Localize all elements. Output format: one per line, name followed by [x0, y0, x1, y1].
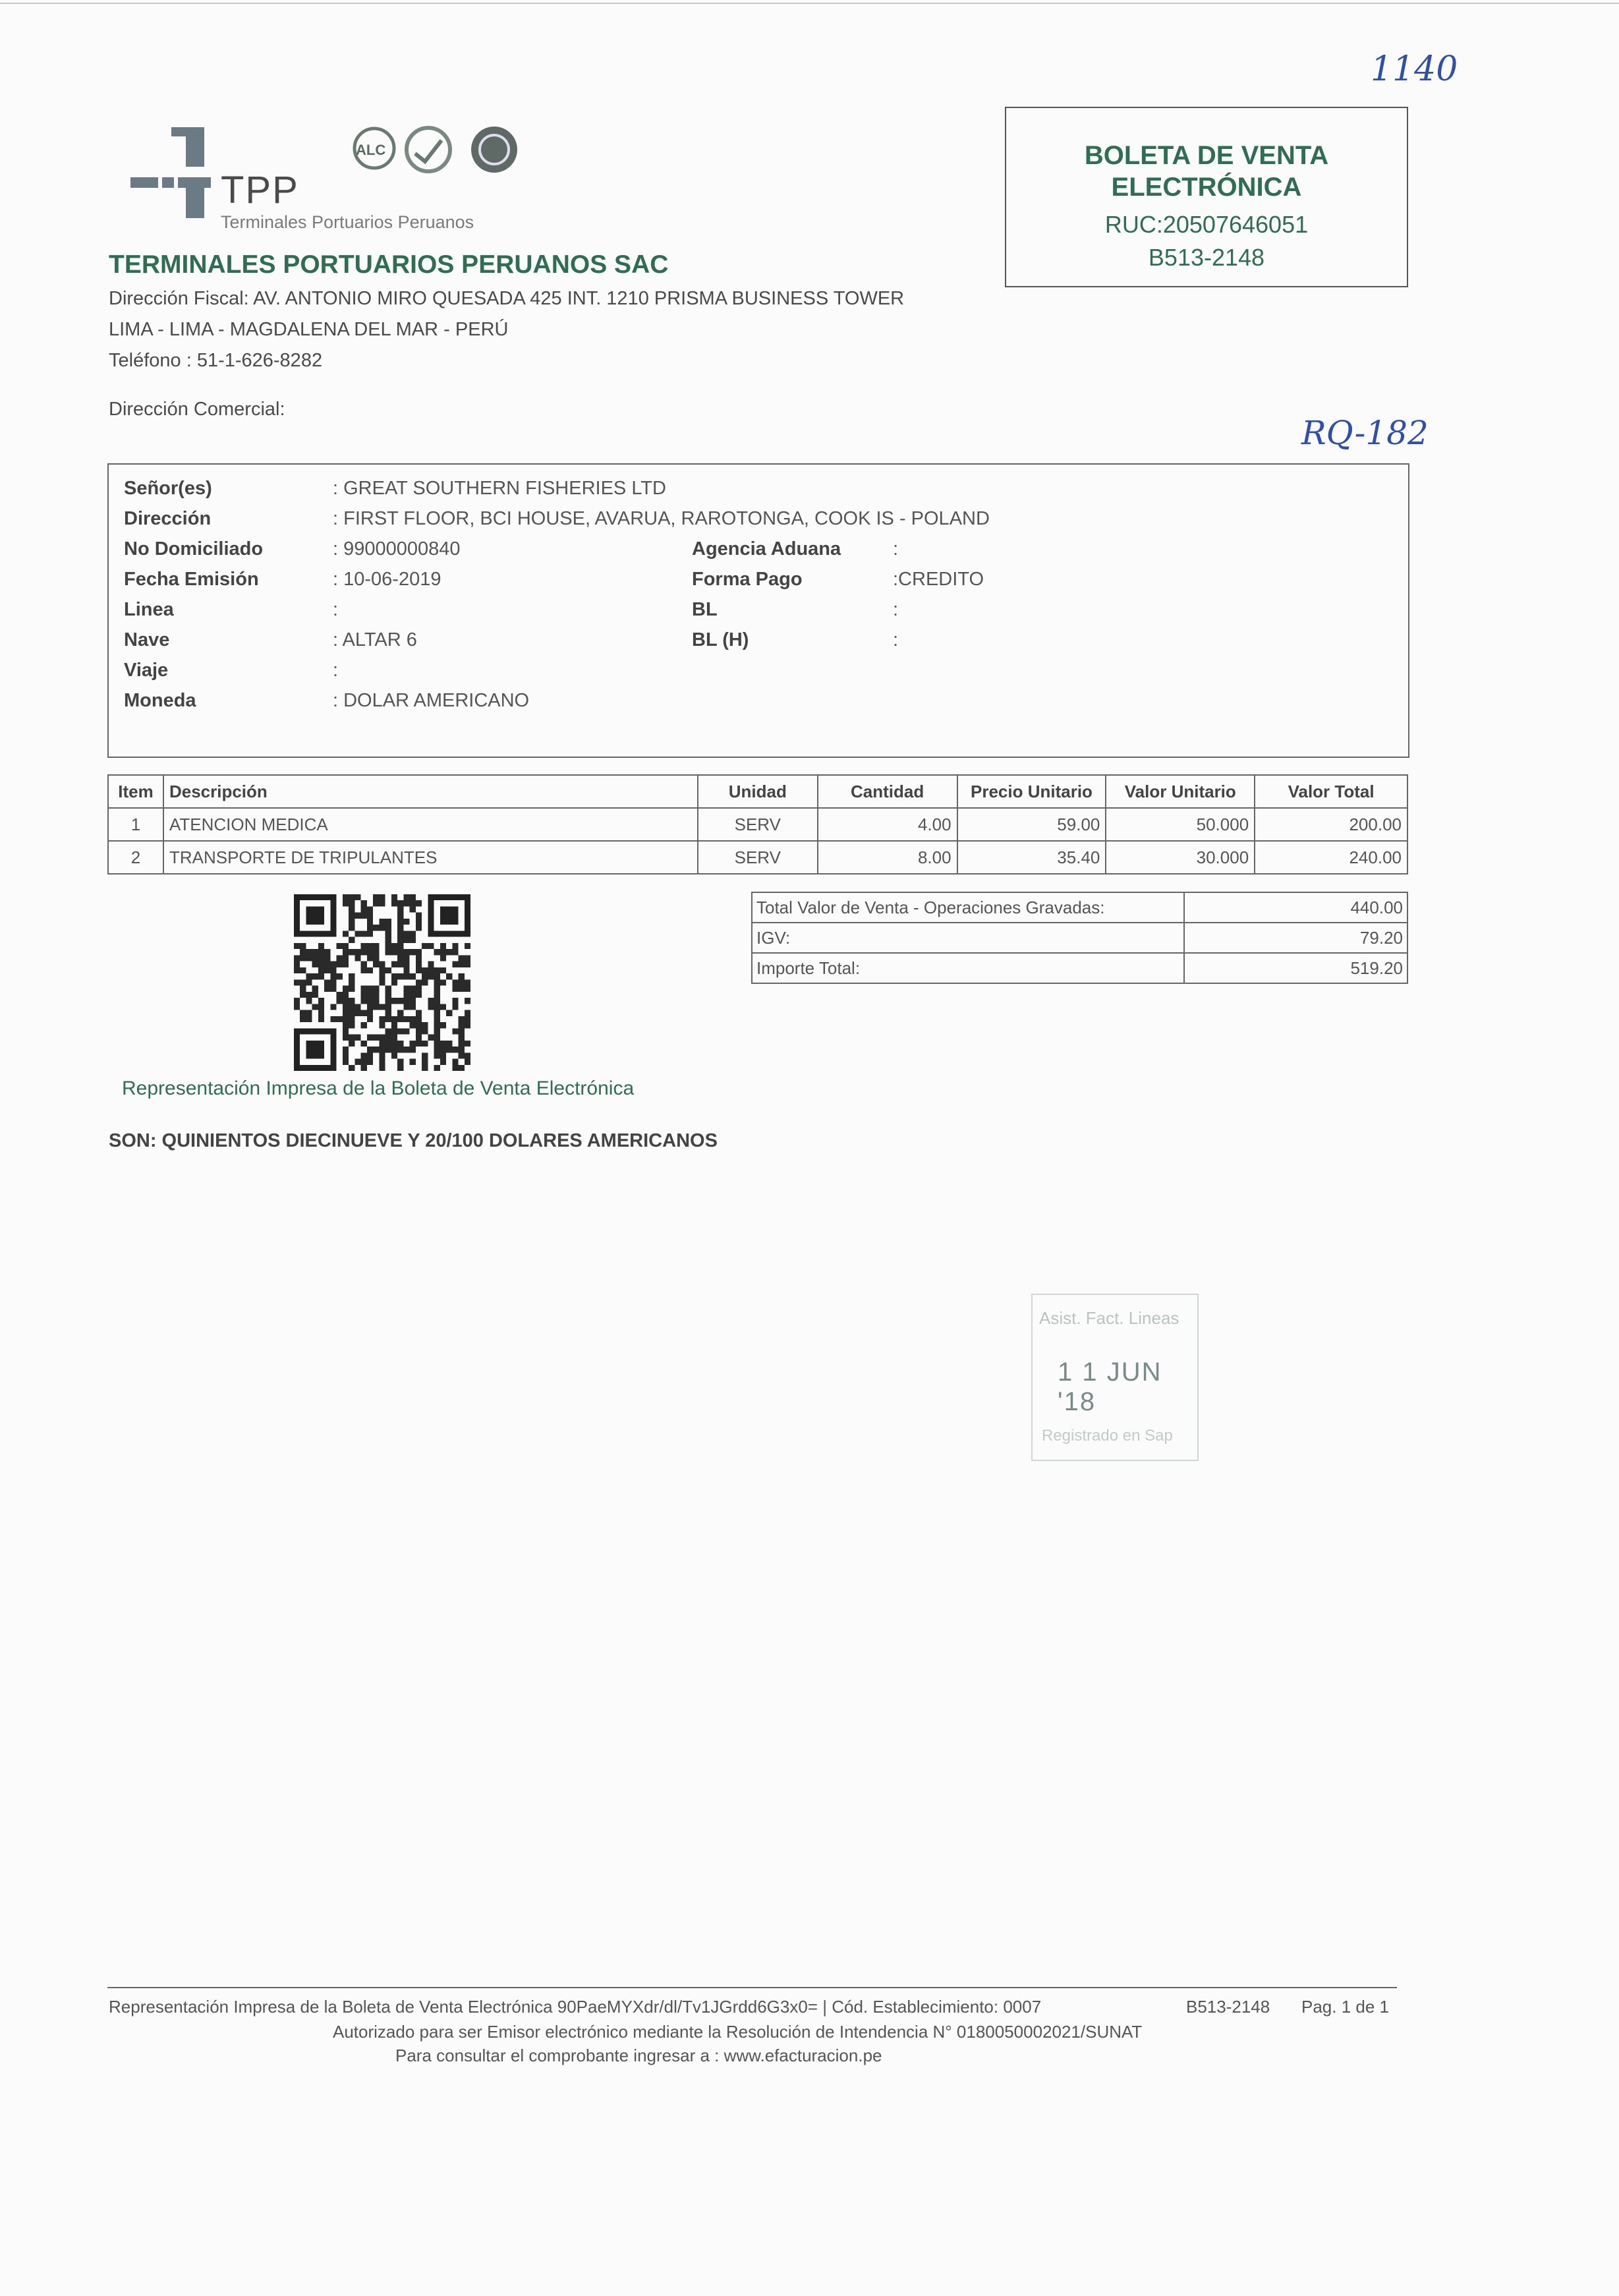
column-header: Item	[108, 775, 163, 808]
direccion-value: : FIRST FLOOR, BCI HOUSE, AVARUA, RAROTONGA, COOK IS - POLAND	[333, 508, 990, 529]
quantity-cell: 8.00	[818, 841, 957, 874]
table-row	[108, 808, 1407, 841]
description-cell: ATENCION MEDICA	[163, 808, 698, 841]
no-domiciliado-label: No Domiciliado	[124, 538, 264, 560]
igv-value: 79.20	[1184, 923, 1407, 953]
commercial-address: Dirección Comercial:	[109, 399, 285, 420]
totals-row	[752, 892, 1407, 923]
importe-value: 519.20	[1184, 953, 1407, 983]
fecha-label: Fecha Emisión	[124, 569, 259, 590]
unit-price-cell: 59.00	[957, 808, 1106, 841]
footer-doc-number: B513-2148	[1186, 1997, 1270, 2017]
title-line-2: ELECTRÓNICA	[1111, 173, 1302, 202]
items-table	[107, 774, 1408, 875]
table-row	[108, 841, 1407, 874]
total-value-cell: 200.00	[1255, 808, 1407, 841]
city-line: LIMA - LIMA - MAGDALENA DEL MAR - PERÚ	[109, 319, 509, 340]
title-line-1: BOLETA DE VENTA	[1084, 141, 1329, 170]
viaje-label: Viaje	[124, 660, 169, 681]
linea-label: Linea	[124, 599, 174, 620]
stamp-line-3: Registrado en Sap	[1042, 1427, 1173, 1445]
agencia-label: Agencia Aduana	[692, 538, 841, 560]
logo-wordmark: TPP	[221, 169, 299, 212]
quantity-cell: 4.00	[818, 808, 957, 841]
handwritten-number: 1140	[1371, 49, 1458, 89]
received-stamp	[1031, 1294, 1199, 1461]
amount-in-words: SON: QUINIENTOS DIECINUEVE Y 20/100 DOLARES AMERICANOS	[109, 1130, 718, 1151]
certification-seals-icon	[355, 127, 517, 173]
ruc-number: RUC:20507646051	[1104, 211, 1309, 238]
stamp-date: 1 1 JUN '18	[1058, 1358, 1162, 1416]
footer-page: Pag. 1 de 1	[1301, 1997, 1389, 2017]
logo-subtitle: Terminales Portuarios Peruanos	[221, 212, 474, 232]
moneda-label: Moneda	[124, 690, 196, 711]
no-domiciliado-value: : 99000000840	[333, 538, 461, 560]
nave-label: Nave	[124, 629, 170, 650]
column-header: Valor Total	[1255, 775, 1407, 808]
bl-value: :	[893, 599, 899, 620]
footer-line-1: Representación Impresa de la Boleta de Venta Electrónica 90PaeMYXdr/dl/Tv1JGrdd6G3x0= | Cód. Establecimiento: 0007	[109, 1997, 1042, 2017]
document-header-box	[1005, 107, 1408, 287]
column-header: Valor Unitario	[1106, 775, 1255, 808]
linea-value: :	[333, 599, 339, 620]
column-header: Cantidad	[818, 775, 957, 808]
viaje-value: :	[333, 660, 339, 681]
fecha-value: : 10-06-2019	[333, 569, 441, 590]
column-header: Precio Unitario	[957, 775, 1106, 808]
svg-text:ALC: ALC	[356, 142, 386, 158]
unit-cell: SERV	[698, 841, 818, 874]
importe-label: Importe Total:	[752, 953, 1184, 983]
column-header: Descripción	[163, 775, 698, 808]
forma-pago-label: Forma Pago	[692, 569, 803, 590]
table-header-row	[108, 775, 1407, 808]
phone-line: Teléfono : 51-1-626-8282	[109, 350, 323, 371]
unit-price-cell: 35.40	[957, 841, 1106, 874]
direccion-label: Dirección	[124, 508, 212, 529]
unit-value-cell: 30.000	[1106, 841, 1255, 874]
forma-pago-value: :CREDITO	[893, 569, 984, 590]
moneda-value: : DOLAR AMERICANO	[333, 690, 530, 711]
nave-value: : ALTAR 6	[333, 629, 417, 650]
qr-code-icon	[293, 894, 471, 1071]
footer-line-2: Autorizado para ser Emisor electrónico mediante la Resolución de Intendencia N° 0180050002021/SUNAT	[333, 2022, 1143, 2042]
item-cell: 2	[108, 841, 163, 874]
bl-label: BL	[692, 599, 718, 620]
footer-divider	[107, 1987, 1397, 1988]
gravadas-value: 440.00	[1184, 892, 1407, 923]
footer-line-3: Para consultar el comprobante ingresar a : www.efacturacion.pe	[395, 2046, 882, 2065]
senores-label: Señor(es)	[124, 478, 212, 499]
item-cell: 1	[108, 808, 163, 841]
totals-table	[751, 892, 1408, 984]
agencia-value: :	[893, 538, 899, 560]
unit-cell: SERV	[698, 808, 818, 841]
description-cell: TRANSPORTE DE TRIPULANTES	[163, 841, 698, 874]
gravadas-label: Total Valor de Venta - Operaciones Gravadas:	[752, 892, 1184, 923]
scan-edge-line	[0, 3, 1619, 4]
representation-note: Representación Impresa de la Boleta de Venta Electrónica	[122, 1077, 635, 1099]
blh-value: :	[893, 629, 899, 650]
stamp-line-1: Asist. Fact. Lineas	[1039, 1308, 1179, 1328]
document-number: B513-2148	[1148, 244, 1265, 271]
total-value-cell: 240.00	[1255, 841, 1407, 874]
igv-label: IGV:	[752, 923, 1184, 953]
customer-info-box	[107, 463, 1409, 758]
handwritten-reference: RQ-182	[1301, 414, 1429, 452]
document-title	[1006, 140, 1407, 203]
senores-value: : GREAT SOUTHERN FISHERIES LTD	[333, 478, 666, 499]
unit-value-cell: 50.000	[1106, 808, 1255, 841]
company-name: TERMINALES PORTUARIOS PERUANOS SAC	[109, 250, 669, 279]
fiscal-address: Dirección Fiscal: AV. ANTONIO MIRO QUESADA 425 INT. 1210 PRISMA BUSINESS TOWER	[109, 288, 905, 309]
blh-label: BL (H)	[692, 629, 749, 650]
totals-row	[752, 923, 1407, 953]
totals-row	[752, 953, 1407, 983]
column-header: Unidad	[698, 775, 818, 808]
